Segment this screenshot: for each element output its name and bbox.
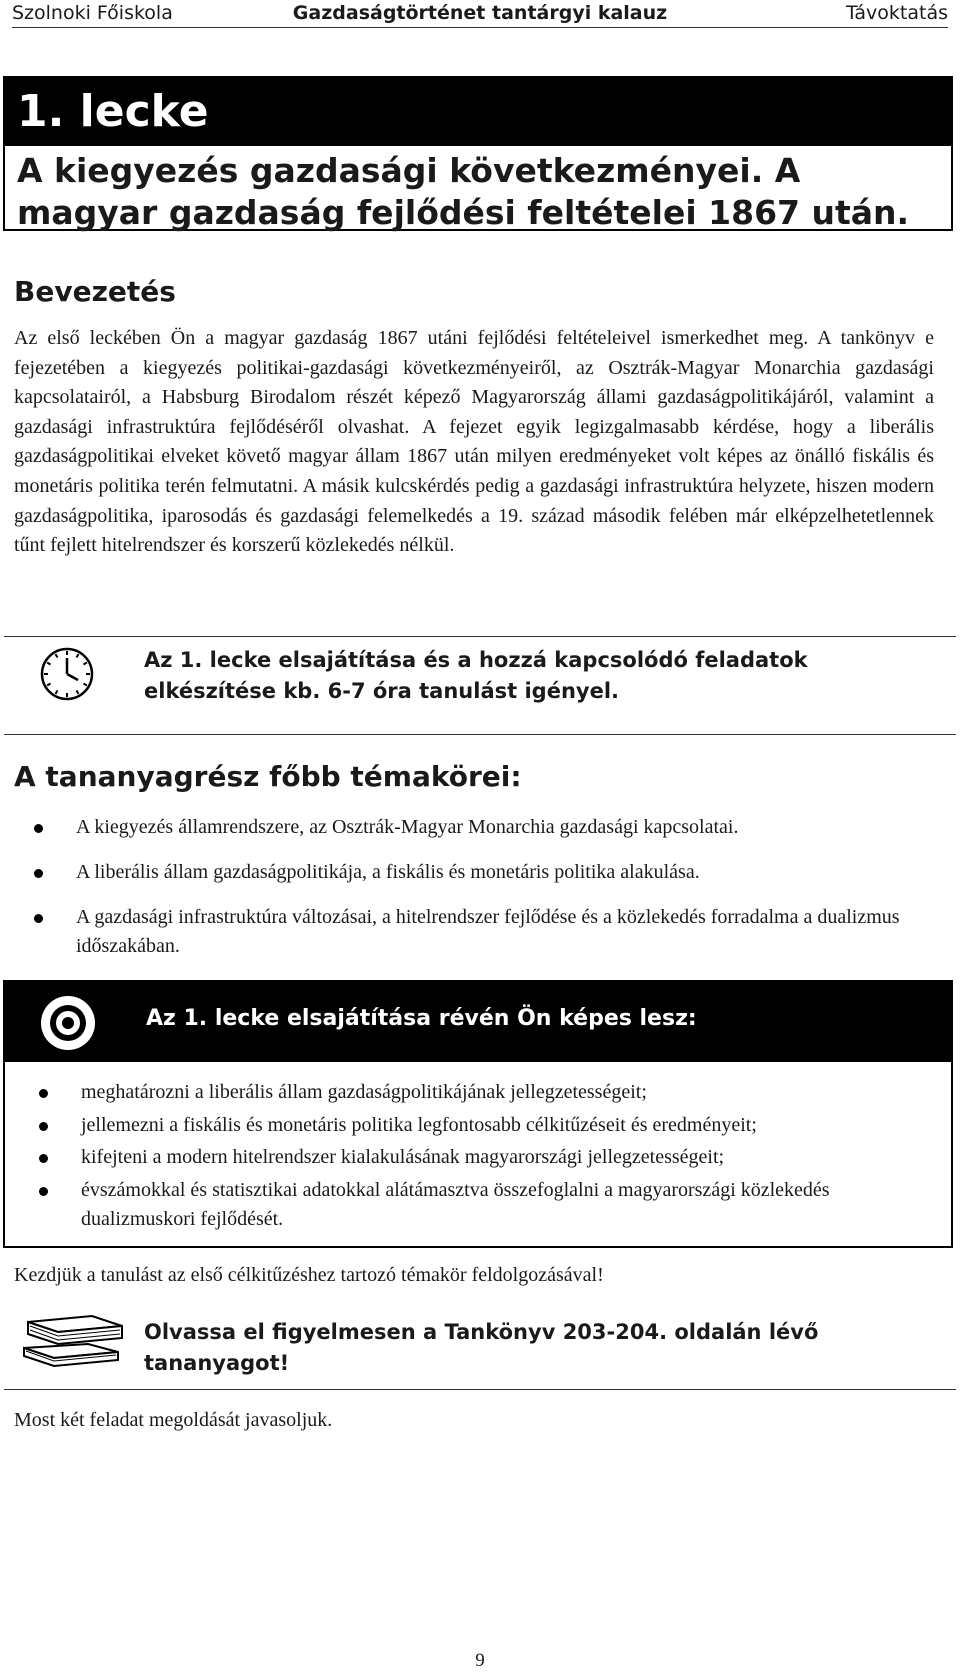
divider — [4, 734, 956, 735]
goals-title: Az 1. lecke elsajátítása révén Ön képes lesz: — [146, 1006, 697, 1031]
list-item: meghatározni a liberális állam gazdaságpolitikájának jellegzetességeit; — [5, 1078, 941, 1107]
lesson-title-box — [3, 76, 953, 231]
goals-header-bar — [5, 982, 951, 1062]
header-course-title: Gazdaságtörténet tantárgyi kalauz — [292, 2, 668, 24]
reading-note-text: Olvassa el figyelmesen a Tankönyv 203-204. oldalán lévő tananyagot! — [144, 1320, 819, 1375]
page-number: 9 — [475, 1650, 485, 1671]
header-mode: Távoktatás — [845, 2, 948, 24]
lesson-number: 1. lecke — [5, 78, 951, 146]
running-header — [12, 0, 948, 28]
closing-text: Most két feladat megoldását javasoljuk. — [14, 1409, 333, 1431]
goals-list — [5, 1078, 941, 1237]
intro-text: Az első leckében Ön a magyar gazdaság 1867 utáni fejlődési feltételeivel ismerkedhet meg. A tankönyv e fejezetében a kiegyezés politikai-gazdasági következményeiről, az Osztrák-Magyar Monarchia gazdasági kapcsolatairól, a Habsburg Birodalom részét képező Magyarország állami gazdaságpolitikájáról, valamint a gazdasági infrastruktúra fejlődéséről olvashat. A fejezet egyik legizgalmasabb kérdése, hogy a liberális gazdaságpolitikai elveket követő magyar állam 1867 után milyen eredményeket volt képes az önálló fiskális és monetáris politika terén felmutatni. A másik kulcskérdés pedig a gazdasági infrastruktúra helyzete, hiszen modern gazdaságpolitika, iparosodás és gazdasági felemelkedés a 19. század második felében már elképzelhetetlennek tűnt fejlett hitelrendszer és korszerű közlekedés nélkül. — [14, 327, 934, 557]
target-icon — [39, 994, 97, 1052]
header-institution: Szolnoki Főiskola — [12, 2, 173, 24]
time-note-text: Az 1. lecke elsajátítása és a hozzá kapcsolódó feladatok elkészítése kb. 6-7 óra tanulást igényel. — [144, 648, 808, 703]
books-icon — [18, 1310, 124, 1370]
list-item: A gazdasági infrastruktúra változásai, a hitelrendszer fejlődése és a közlekedés forradalma a dualizmus időszakában. — [0, 903, 916, 961]
list-item: kifejteni a modern hitelrendszer kialakulásának magyarországi jellegzetességeit; — [5, 1143, 941, 1172]
topics-list — [0, 813, 916, 977]
divider — [4, 1389, 956, 1390]
clock-icon — [38, 645, 96, 703]
topics-heading: A tananyagrész főbb témakörei: — [14, 760, 522, 793]
divider — [4, 636, 956, 637]
start-text: Kezdjük a tanulást az első célkitűzéshez tartozó témakör feldolgozásával! — [14, 1264, 604, 1286]
list-item: jellemezni a fiskális és monetáris politika legfontosabb célkitűzéseit és eredményeit; — [5, 1111, 941, 1140]
intro-heading: Bevezetés — [14, 275, 176, 308]
lesson-title: A kiegyezés gazdasági következményei. A magyar gazdaság fejlődési feltételei 1867 után. — [17, 151, 910, 232]
list-item: A liberális állam gazdaságpolitikája, a fiskális és monetáris politika alakulása. — [0, 858, 916, 887]
list-item: A kiegyezés államrendszere, az Osztrák-Magyar Monarchia gazdasági kapcsolatai. — [0, 813, 916, 842]
list-item: évszámokkal és statisztikai adatokkal alátámasztva összefoglalni a magyarországi közlekedés dualizmuskori fejlődését. — [5, 1176, 941, 1234]
goals-box — [3, 980, 953, 1248]
